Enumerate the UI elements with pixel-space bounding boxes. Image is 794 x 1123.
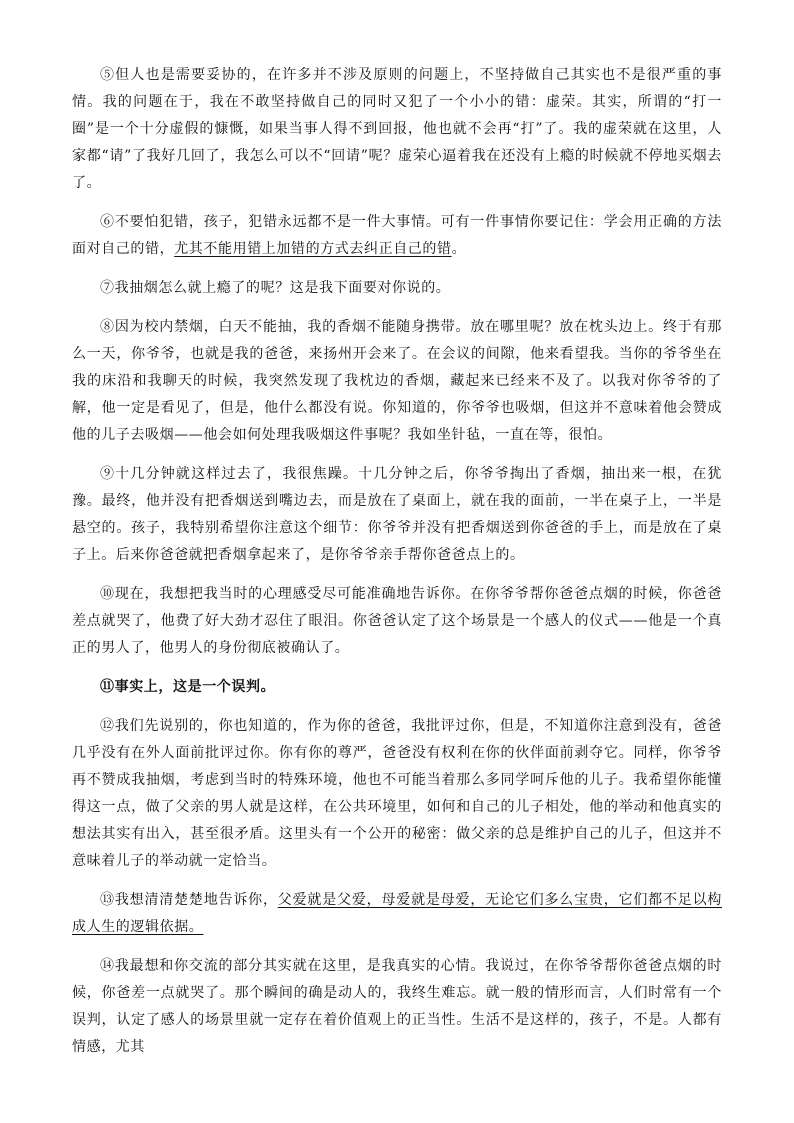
paragraph-5 <box>72 62 722 197</box>
paragraph-14 <box>72 953 722 1061</box>
paragraph-11 <box>72 674 722 701</box>
paragraph-12 <box>72 713 722 875</box>
paragraph-text: ⑬我想清清楚楚地告诉你， <box>100 892 278 908</box>
paragraph-10 <box>72 581 722 662</box>
paragraph-9 <box>72 461 722 569</box>
paragraph-text: ⑩现在，我想把我当时的心理感受尽可能准确地告诉你。在你爷爷帮你爸爸点烟的时候，你爸爸差点就哭了，他费了好大劲才忍住了眼泪。你爸爸认定了这个场景是一个感人的仪式——他是一个真正的男人了，他男人的身份彻底被确认了。 <box>72 586 722 656</box>
paragraph-text: ⑨十几分钟就这样过去了，我很焦躁。十几分钟之后，你爷爷掏出了香烟，抽出来一根，在犹豫。最终，他并没有把香烟送到嘴边去，而是放在了桌面上，就在我的面前，一半在桌子上，一半是悬空的。孩子，我特别希望你注意这个细节：你爷爷并没有把香烟送到你爸爸的手上，而是放在了桌子上。后来你爸爸就把香烟拿起来了，是你爷爷亲手帮你爸爸点上的。 <box>72 466 722 563</box>
underlined-text: 父爱就是父爱，母爱就是母爱，无论它们多么宝贵，它们都不足以构成人生的逻辑依据。 <box>72 892 723 935</box>
paragraph-13 <box>72 887 722 941</box>
paragraph-text: ⑦我抽烟怎么就上瘾了的呢？这是我下面要对你说的。 <box>100 280 451 296</box>
document-page <box>72 62 722 1073</box>
underlined-text: 尤其不能用错上加错的方式去纠正自己的错 <box>174 241 452 257</box>
paragraph-text: ⑫我们先说别的，你也知道的，作为你的爸爸，我批评过你，但是，不知道你注意到没有，爸爸几乎没有在外人面前批评过你。你有你的尊严，爸爸没有权利在你的伙伴面前剥夺它。同样，你爷爷再不赞成我抽烟，考虑到当时的特殊环境，他也不可能当着那么多同学呵斥他的儿子。我希望你能懂得这一点，做了父亲的男人就是这样，在公共环境里，如何和自己的儿子相处，他的举动和他真实的想法其实有出入，甚至很矛盾。这里头有一个公开的秘密：做父亲的总是维护自己的儿子，但这并不意味着儿子的举动就一定恰当。 <box>72 718 722 869</box>
paragraph-8 <box>72 314 722 449</box>
paragraph-6 <box>72 209 722 263</box>
paragraph-text: ⑪事实上，这是一个误判。 <box>100 679 276 695</box>
paragraph-text: ⑭我最想和你交流的部分其实就在这里，是我真实的心情。我说过，在你爷爷帮你爸爸点烟的时候，你爸差一点就哭了。那个瞬间的确是动人的，我终生难忘。就一般的情形而言，人们时常有一个误判，认定了感人的场景里就一定存在着价值观上的正当性。生活不是这样的，孩子，不是。人都有情感，尤其 <box>72 958 722 1055</box>
paragraph-text: ⑤但人也是需要妥协的，在许多并不涉及原则的问题上，不坚持做自己其实也不是很严重的事情。我的问题在于，我在不敢坚持做自己的同时又犯了一个小小的错：虚荣。其实，所谓的“打一圈”是一个十分虚假的慷慨，如果当事人得不到回报，他也就不会再“打”了。我的虚荣就在这里，人家都“请”了我好几回了，我怎么可以不“回请”呢？虚荣心逼着我在还没有上瘾的时候就不停地买烟去了。 <box>72 67 722 191</box>
paragraph-text: ⑧因为校内禁烟，白天不能抽，我的香烟不能随身携带。放在哪里呢？放在枕头边上。终于有那么一天，你爷爷，也就是我的爸爸，来扬州开会来了。在会议的间隙，他来看望我。当你的爷爷坐在我的床沿和我聊天的时候，我突然发现了我枕边的香烟，藏起来已经来不及了。以我对你爷爷的了解，他一定是看见了，但是，他什么都没有说。你知道的，你爷爷也吸烟，但这并不意味着他会赞成他的儿子去吸烟——他会如何处理我吸烟这件事呢？我如坐针毡，一直在等，很怕。 <box>72 319 722 443</box>
paragraph-7 <box>72 275 722 302</box>
paragraph-text: 。 <box>451 241 467 257</box>
paragraph-text: ⑥不要怕犯错，孩子，犯错永远都不是一件大事情。可有一件事情你要记住：学会用正确的方法面对自己的错， <box>72 214 722 257</box>
